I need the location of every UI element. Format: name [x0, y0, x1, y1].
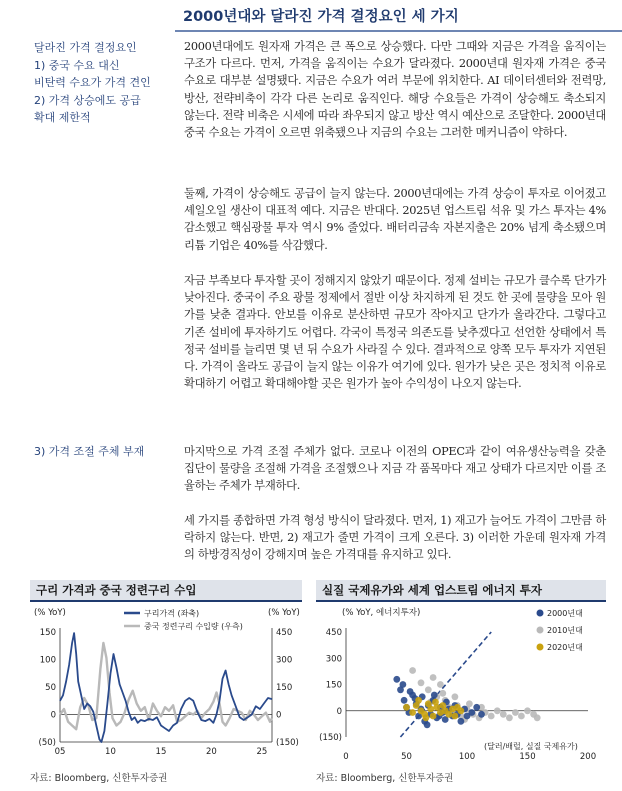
scatter-point-2000s [401, 697, 408, 704]
paragraph-4: 마지막으로 가격 조절 주체가 없다. 코로나 이전의 OPEC과 같이 여유생산능력을 갖춘 집단이 물량을 조절해 가격을 조절했으나 지금 각 품목마다 재고 상태가 다르지만 이를 조율하는 주체가 부재하다. [184, 445, 606, 493]
chart1-source: 자료: Bloomberg, 신한투자증권 [30, 773, 168, 784]
chart1-right-tick: (150) [276, 738, 299, 748]
chart1-left-tick: 150 [39, 628, 56, 638]
scatter-point-2020s [409, 709, 416, 716]
chart1-x-tick: 25 [256, 747, 268, 757]
scatter-point-2000s [478, 711, 485, 718]
chart1-x-tick: 10 [105, 747, 116, 757]
scatter-point-2010s [425, 686, 432, 693]
scatter-point-2010s [452, 693, 459, 700]
chart2-x-tick: 150 [519, 752, 536, 762]
chart2-y-tick: 0 [336, 706, 342, 717]
chart2-source: 자료: Bloomberg, 신한투자증권 [316, 773, 454, 784]
legend-marker-2000s [537, 610, 544, 617]
sidebar-line: 달라진 가격 결정요인 [34, 41, 137, 54]
chart1-left-tick: 50 [45, 683, 56, 693]
sidebar-summary-2 [34, 443, 174, 461]
scatter-point-2010s [512, 709, 519, 716]
scatter-point-2010s [534, 714, 541, 721]
chart2-y-unit: (% YoY, 에너지투자) [342, 608, 421, 618]
paragraph-2: 둘째, 가격이 상승해도 공급이 늘지 않는다. 2000년대에는 가격 상승이 투자로 이어졌고 셰일오일 생산이 대표적 예다. 지금은 반대다. 2025년 업스트림 석유 및 가스 투자는 4% 감소했고 핵심광물 투자 역시 9% 줄었다. 배터리금속 자본지출은 20% 넘게 축소됐으며 리튬 기업은 40%를 삭감했다. [184, 187, 606, 252]
chart1-left-unit: (% YoY) [34, 608, 66, 618]
chart1-copper-imports [30, 602, 302, 767]
sidebar-summary-1 [34, 39, 174, 127]
legend-marker-2020s [537, 644, 544, 651]
scatter-point-2020s [415, 697, 422, 704]
sidebar-line: 3) 가격 조절 주체 부재 [34, 445, 145, 458]
legend-label-2000s: 2000년대 [547, 609, 583, 618]
scatter-point-2000s [400, 681, 407, 688]
page-title: 2000년대와 달라진 가격 결정요인 세 가지 [183, 9, 459, 25]
scatter-point-2000s [424, 721, 431, 728]
chart1-right-tick: 450 [276, 628, 293, 638]
legend-label-copper: 구리가격 (좌축) [144, 609, 200, 618]
chart2-y-tick: 150 [325, 680, 342, 691]
scatter-point-2010s [418, 679, 425, 686]
chart1-left-tick: 100 [39, 655, 56, 666]
scatter-point-2000s [468, 709, 475, 716]
chart2-oil-investment [316, 602, 606, 767]
scatter-point-2010s [506, 714, 513, 721]
chart1-left-tick: 0 [50, 710, 56, 721]
scatter-point-2020s [432, 699, 439, 706]
scatter-point-2000s [393, 676, 400, 683]
legend-label-2020s: 2020년대 [547, 643, 583, 652]
chart2-x-tick: 100 [458, 752, 476, 762]
chart1-x-tick: 05 [54, 747, 66, 757]
legend-label-imports: 중국 정련구리 수입량 (우측) [144, 622, 243, 631]
scatter-point-2010s [500, 711, 507, 718]
chart1-x-tick: 15 [155, 747, 167, 757]
chart1-title: 구리 가격과 중국 정련구리 수입 [30, 580, 302, 600]
chart2-y-tick: 450 [325, 628, 342, 638]
chart1-right-tick: 0 [276, 710, 282, 721]
sidebar-line: 확대 제한적 [34, 111, 91, 124]
paragraph-1: 2000년대에도 원자재 가격은 큰 폭으로 상승했다. 다만 그때와 지금은 가격을 움직이는 구조가 다르다. 먼저, 가격을 움직이는 수요가 달라졌다. 2000년대 원자재 가격은 중국 수요로 대부분 설명됐다. 지금은 수요가 여러 부문에 위치한다. AI 데이터센터와 전력망, 방산, 전략비축이 각각 다른 논리로 움직인다. 해당 수요들은 가격이 상승해도 축소되지 않는다. 전략 비축은 시세에 따라 좌우되지 않고 방산 역시 예산으로 조달한다. 2000년대 중국 수요는 가격이 오르면 위축됐으나 지금의 수요는 그러한 메커니즘이 약하다. [184, 40, 606, 140]
chart1-right-tick: 150 [276, 683, 293, 693]
scatter-point-2020s [458, 707, 465, 714]
scatter-point-2020s [403, 704, 410, 711]
scatter-point-2010s [437, 681, 444, 688]
chart2-legend [537, 608, 583, 652]
chart1-right-tick: 300 [276, 655, 293, 666]
sidebar-line: 2) 가격 상승에도 공급 [34, 93, 141, 107]
chart2-x-tick: 200 [579, 752, 597, 762]
paragraph-3: 자금 부족보다 투자할 곳이 정해지지 않았기 때문이다. 정제 설비는 규모가 클수록 단가가 낮아진다. 중국이 주요 광물 정제에서 절반 이상 차지하게 된 것도 한 곳에 물량을 모아 원가를 낮춘 결과다. 안보를 이유로 분산하면 규모가 작아지고 단가가 올라간다. 그렇다고 기존 설비에 투자하기도 어렵다. 각국이 특정국 의존도를 낮추겠다고 선언한 상태에서 특정국 설비를 늘리면 몇 년 뒤 수요가 사라질 수 있다. 결과적으로 양쪽 모두 투자가 지연된다. 가격이 올라도 공급이 늘지 않는 이유가 여기에 있다. 원가가 낮은 곳은 정치적 이유로 확대하기 어렵고 확대해야할 곳은 원가가 높아 수익성이 나오지 않는다. [184, 274, 606, 391]
chart1-left-tick: (50) [38, 738, 56, 748]
scatter-point-2020s [430, 713, 437, 720]
scatter-point-2000s [431, 692, 438, 699]
scatter-point-2020s [427, 706, 434, 713]
scatter-point-2000s [407, 688, 414, 695]
scatter-point-2020s [423, 714, 430, 721]
chart1-right-unit: (% YoY) [268, 608, 300, 618]
paragraph-5: 세 가지를 종합하면 가격 형성 방식이 달라졌다. 먼저, 1) 재고가 늘어도 가격이 그만큼 하락하지 않는다. 반면, 2) 재고가 줄면 가격이 크게 오른다. 3) 이러한 가운데 원자재 가격의 하방경직성이 강해지며 높은 가격대를 유지하고 있다. [184, 514, 606, 562]
scatter-point-2020s [452, 713, 459, 720]
title-divider [175, 30, 622, 32]
chart2-y-tick: 300 [325, 654, 342, 665]
scatter-point-2000s [458, 718, 465, 725]
series-line-copper [60, 633, 272, 742]
chart1-legend [124, 608, 243, 631]
scatter-point-2010s [494, 707, 501, 714]
chart1-x-tick: 20 [206, 747, 217, 757]
scatter-point-2010s [430, 674, 437, 681]
legend-marker-2010s [537, 627, 544, 634]
chart2-x-tick: 0 [343, 752, 349, 762]
legend-label-2010s: 2010년대 [547, 626, 583, 635]
sidebar-line: 비탄력 수요가 가격 견인 [34, 76, 151, 89]
chart2-x-tick: 50 [401, 752, 412, 762]
chart2-x-unit: (달러/배럴, 실질 국제유가) [484, 742, 578, 751]
scatter-point-2010s [518, 713, 525, 720]
scatter-point-2010s [466, 700, 473, 707]
scatter-point-2010s [439, 690, 446, 697]
sidebar-line: 1) 중국 수요 대신 [34, 58, 120, 72]
chart2-title: 실질 국제유가와 세계 업스트림 에너지 투자 [316, 580, 606, 600]
scatter-point-2010s [488, 713, 495, 720]
scatter-point-2010s [524, 707, 531, 714]
scatter-point-2010s [409, 667, 416, 674]
chart2-y-tick: (150) [319, 733, 342, 743]
scatter-point-2000s [473, 704, 480, 711]
